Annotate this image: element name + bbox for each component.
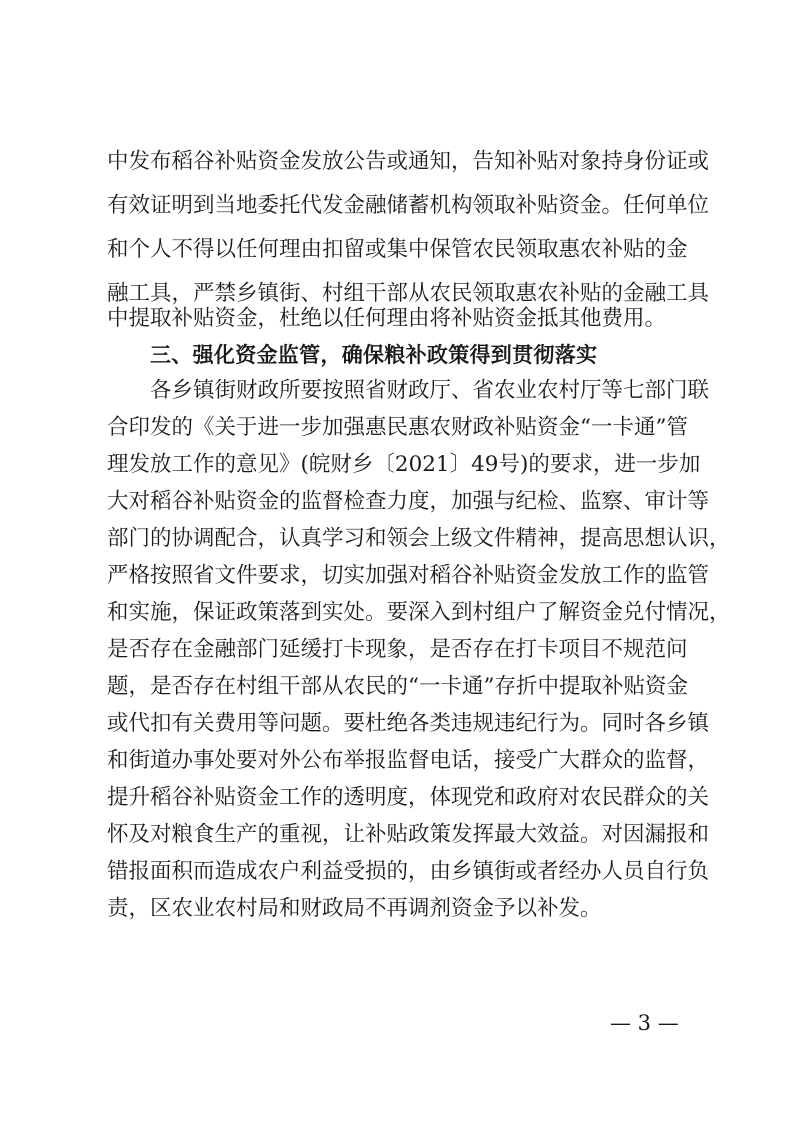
paragraph-line: 责，区农业农村局和财政局不再调剂资金予以补发。 — [107, 896, 602, 921]
paragraph-line: 有效证明到当地委托代发金融储蓄机构领取补贴资金。任何单位 — [107, 193, 710, 218]
paragraph-line: 融工具，严禁乡镇街、村组干部从农民领取惠农补贴的金融工具 — [107, 281, 710, 306]
paragraph-line: 部门的协调配合，认真学习和领会上级文件精神，提高思想认识， — [107, 526, 731, 551]
paragraph-line: 是否存在金融部门延缓打卡现象，是否存在打卡项目不规范问 — [107, 637, 688, 662]
paragraph-line: 和街道办事处要对外公布举报监督电话，接受广大群众的监督， — [107, 748, 710, 773]
paragraph-line: 合印发的《关于进一步加强惠民惠农财政补贴资金“一卡通”管 — [107, 415, 688, 440]
paragraph-line: 理发放工作的意见》(皖财乡〔2021〕49号)的要求，进一步加 — [107, 452, 701, 477]
paragraph-line: 怀及对粮食生产的重视，让补贴政策发挥最大效益。对因漏报和 — [107, 822, 710, 847]
paragraph-line: 各乡镇街财政所要按照省财政厅、省农业农村厅等七部门联 — [150, 378, 710, 403]
paragraph-line: 中发布稻谷补贴资金发放公告或通知，告知补贴对象持身份证或 — [107, 149, 710, 174]
paragraph-line: 和个人不得以任何理由扣留或集中保管农民领取惠农补贴的金 — [107, 237, 688, 262]
section-heading: 三、强化资金监管，确保粮补政策得到贯彻落实 — [150, 343, 598, 367]
page-number: — 3 — — [610, 1011, 679, 1035]
paragraph-line: 严格按照省文件要求，切实加强对稻谷补贴资金发放工作的监管 — [107, 563, 710, 588]
paragraph-line: 大对稻谷补贴资金的监督检查力度，加强与纪检、监察、审计等 — [107, 489, 710, 514]
paragraph-line: 和实施，保证政策落到实处。要深入到村组户了解资金兑付情况， — [107, 600, 731, 625]
paragraph-line: 中提取补贴资金，杜绝以任何理由将补贴资金抵其他费用。 — [107, 306, 667, 331]
paragraph-line: 或代扣有关费用等问题。要杜绝各类违规违纪行为。同时各乡镇 — [107, 711, 710, 736]
paragraph-line: 题，是否存在村组干部从农民的“一卡通”存折中提取补贴资金 — [107, 674, 688, 699]
paragraph-line: 错报面积而造成农户利益受损的，由乡镇街或者经办人员自行负 — [107, 859, 710, 884]
paragraph-line: 提升稻谷补贴资金工作的透明度，体现党和政府对农民群众的关 — [107, 785, 710, 810]
